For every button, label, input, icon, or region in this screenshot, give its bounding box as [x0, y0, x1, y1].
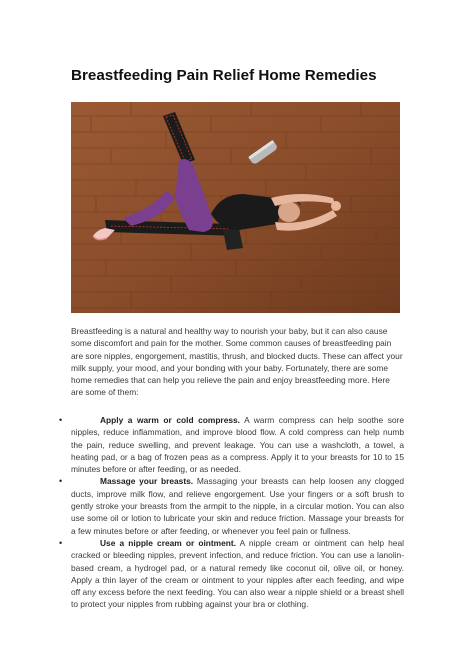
remedy-title: Massage your breasts.	[100, 476, 194, 487]
remedies-list	[58, 414, 404, 611]
bullet-icon: •	[59, 476, 63, 487]
list-item	[58, 414, 404, 475]
remedy-text: A nipple cream or ointment can help heal cracked or bleeding nipples, prevent infection, and reduce friction. You can use a lanolin-based cream, a hydrogel pad, or a natural remedy like coconut oil, olive oil, or honey. Apply a thin layer of the cream or ointment to your nipples after each feeding, and wipe off any excess before the next feeding. You can also wear a nipple shield or a breast shell to protect your nipples from rubbing against your bra or clothing.	[71, 537, 404, 610]
page-title: Breastfeeding Pain Relief Home Remedies	[71, 67, 377, 84]
remedy-text: A warm compress can help soothe sore nipples, reduce inflammation, and improve blood flow. A cold compress can help numb the pain, reduce swelling, and prevent leakage. You can use a washcloth, a towel, a heating pad, or a bag of frozen peas as a compress. Apply it to your breasts for 10 to 15 minutes before or after feeding, or as needed.	[71, 415, 404, 475]
remedy-text: Massaging your breasts can help loosen any clogged ducts, improve milk flow, and relieve engorgement. Use your fingers or a soft brush to gently stroke your breasts from the armpit to the nipple, in a circular motion. You can also use some oil or lotion to lubricate your skin and reduce friction. Massage your breasts for a few minutes before or after feeding, or whenever you feel pain or fullness.	[71, 476, 405, 536]
bullet-icon: •	[59, 537, 63, 548]
remedy-title: Use a nipple cream or ointment.	[100, 537, 237, 548]
list-item	[58, 537, 404, 611]
bullet-icon: •	[59, 415, 63, 425]
list-item	[58, 475, 404, 536]
remedy-title: Apply a warm or cold compress.	[100, 415, 240, 425]
hero-photo	[71, 102, 400, 313]
intro-paragraph: Breastfeeding is a natural and healthy way to nourish your baby, but it can also cause some discomfort and pain for the mother. Some common causes of breastfeeding pain are sore nipples, engorgement, mastitis, thrush, and blocked ducts. These can affect your milk supply, your mood, and your bonding with your baby. Fortunately, there are some home remedies that can help you relieve the pain and enjoy breastfeeding more. Here are some of them:	[71, 326, 403, 398]
